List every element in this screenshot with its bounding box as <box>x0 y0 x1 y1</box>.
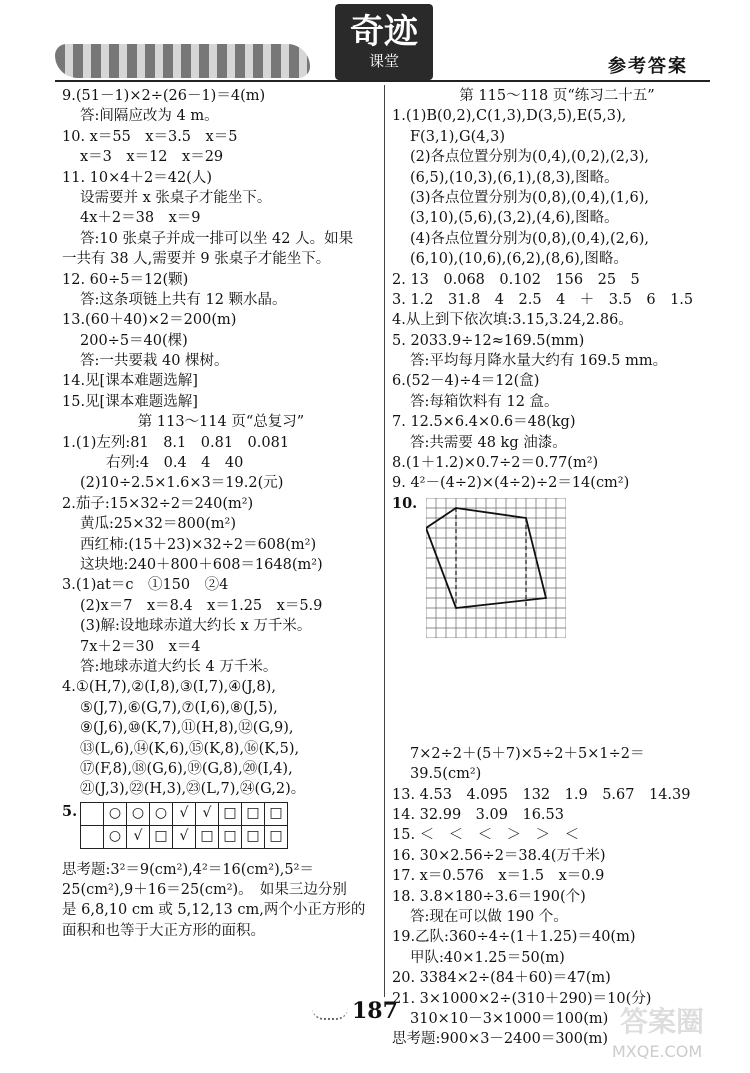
answer-line: 14.见[课本难题选解] <box>62 373 198 390</box>
answer-line: 这块地:240＋800＋608＝1648(m²) <box>80 556 323 573</box>
answer-line: 10. x＝55 x＝3.5 x＝5 <box>62 128 238 145</box>
table-cell: ○ <box>104 802 127 825</box>
table-cell: □ <box>196 825 219 848</box>
table-cell: □ <box>219 802 242 825</box>
answer-line: 7. 12.5×6.4×0.6＝48(kg) <box>392 414 576 431</box>
answer-line: 答:这条项链上共有 12 颗水晶。 <box>80 291 287 308</box>
answer-line: 答:现在可以做 190 个。 <box>410 908 568 925</box>
answer-line: ⑰(F,8),⑱(G,6),⑲(G,8),⑳(I,4), <box>80 760 293 777</box>
answer-line: 面积和也等于大正方形的面积。 <box>62 922 265 939</box>
answer-line: 黄瓜:25×32＝800(m²) <box>80 516 236 533</box>
answer-line: 答:地球赤道大约长 4 万千米。 <box>80 658 278 675</box>
grid-polygon-figure <box>426 498 566 638</box>
answer-line: F(3,1),G(4,3) <box>410 128 506 145</box>
answer-line: 答:共需要 48 kg 油漆。 <box>410 434 567 451</box>
answer-line: 3. 1.2 31.8 4 2.5 4 ＋ 3.5 6 1.5 <box>392 291 694 308</box>
watermark: 答案圈 <box>620 1005 705 1038</box>
section-heading: 第 113～114 页“总复习” <box>137 414 305 431</box>
answer-line: 15. ＜ ＜ ＜ ＞ ＞ ＜ <box>392 827 580 844</box>
answer-line: 1.(1)左列:81 8.1 0.81 0.081 <box>62 434 290 451</box>
answer-line: 310×10－3×1000＝100(m) <box>410 1010 609 1027</box>
q10-label: 10. <box>392 494 418 512</box>
answer-line: 9. 4²－(4÷2)×(4÷2)÷2＝14(cm²) <box>392 475 630 492</box>
answer-line: 2. 13 0.068 0.102 156 25 5 <box>392 271 640 288</box>
table-cell: ○ <box>104 825 127 848</box>
table-cell: √ <box>173 802 196 825</box>
answer-line: 18. 3.8×180÷3.6＝190(个) <box>392 888 586 905</box>
table-row <box>81 802 288 825</box>
answer-line: 甲队:40×1.25＝50(m) <box>410 949 565 966</box>
answer-line: ⑤(J,7),⑥(G,7),⑦(I,6),⑧(J,5), <box>80 699 278 716</box>
page-number: 187 <box>352 998 398 1024</box>
answer-line: 4x＋2＝38 x＝9 <box>80 210 201 227</box>
table-cell: √ <box>127 825 150 848</box>
header-title: 参考答案 <box>608 56 688 77</box>
answer-line: 右列:4 0.4 4 40 <box>106 455 244 472</box>
column-divider <box>384 85 385 997</box>
answer-line: 14. 32.99 3.09 16.53 <box>392 806 564 823</box>
answer-line: 25(cm²),9＋16＝25(cm²)。 如果三边分别 <box>62 882 347 899</box>
right-column <box>392 86 722 1050</box>
answer-line: 39.5(cm²) <box>410 766 482 783</box>
answer-line: 答:平均每月降水量大约有 169.5 mm。 <box>410 353 668 370</box>
answer-line: 7×2÷2＋(5＋7)×5÷2＋5×1÷2＝ <box>410 745 645 762</box>
table-cell: ○ <box>127 802 150 825</box>
table-cell <box>81 802 104 825</box>
answer-line: (2)x＝7 x＝8.4 x＝1.25 x＝5.9 <box>80 597 323 614</box>
answer-line: 21. 3×1000×2÷(310＋290)＝10(分) <box>392 990 652 1007</box>
answer-line: x＝3 x＝12 x＝29 <box>80 149 224 166</box>
answer-line: (2)各点位置分别为(0,4),(0,2),(2,3), <box>410 149 649 166</box>
watermark-url: MXQE.COM <box>612 1042 703 1061</box>
answer-line: 20. 3384×2÷(84＋60)＝47(m) <box>392 970 611 987</box>
table-cell: □ <box>265 802 288 825</box>
answer-line: 200÷5＝40(棵) <box>80 332 188 349</box>
logo <box>335 4 433 80</box>
section-heading: 第 115～118 页“练习二十五” <box>459 88 655 104</box>
answer-line: 6.(52－4)÷4＝12(盒) <box>392 373 540 390</box>
answer-line: (4)各点位置分别为(0,8),(0,4),(2,6), <box>410 230 649 247</box>
answer-line: ⑬(L,6),⑭(K,6),⑮(K,8),⑯(K,5), <box>80 740 300 757</box>
table-cell: □ <box>150 825 173 848</box>
answer-line: 13. 4.53 4.095 132 1.9 5.67 14.39 <box>392 786 691 803</box>
answer-line: 4.①(H,7),②(I,8),③(I,7),④(J,8), <box>62 679 276 696</box>
decorative-wave <box>55 44 310 78</box>
answer-line: 3.(1)at＝c ①150 ②4 <box>62 577 229 594</box>
answer-line: (6,5),(10,3),(6,1),(8,3),图略。 <box>410 169 619 186</box>
answer-line: 19.乙队:360÷4÷(1＋1.25)＝40(m) <box>392 929 636 946</box>
answer-line: 4.从上到下依次填:3.15,3.24,2.86。 <box>392 312 633 329</box>
answer-line: 13.(60＋40)×2＝200(m) <box>62 312 237 329</box>
q10-figure-block <box>392 494 722 744</box>
table-cell: √ <box>196 802 219 825</box>
answer-line: 思考题:3²＝9(cm²),4²＝16(cm²),5²＝ <box>62 861 314 878</box>
answer-line: 设需要并 x 张桌子才能坐下。 <box>80 189 272 206</box>
answer-line: 11. 10×4＋2＝42(人) <box>62 169 212 186</box>
table-cell <box>81 825 104 848</box>
table-cell: ○ <box>150 802 173 825</box>
header-rule <box>55 80 710 82</box>
answer-line: 西红柿:(15＋23)×32÷2＝608(m²) <box>80 536 317 553</box>
answer-line: 答:10 张桌子并成一排可以坐 42 人。如果 <box>80 230 354 247</box>
answer-line: ㉑(J,3),㉒(H,3),㉓(L,7),㉔(G,2)。 <box>80 781 306 798</box>
table-cell: □ <box>242 825 265 848</box>
answer-line: 5. 2033.9÷12≈169.5(mm) <box>392 332 585 349</box>
answer-line: 15.见[课本难题选解] <box>62 393 198 410</box>
answer-line: 8.(1＋1.2)×0.7÷2＝0.77(m²) <box>392 455 599 472</box>
q5-table <box>80 802 288 849</box>
answer-line: 1.(1)B(0,2),C(1,3),D(3,5),E(5,3), <box>392 108 627 125</box>
answer-line: 9.(51－1)×2÷(26－1)＝4(m) <box>62 88 266 104</box>
footer-ornament <box>312 1004 348 1020</box>
table-cell: □ <box>242 802 265 825</box>
answer-line: 2.茄子:15×32÷2＝240(m²) <box>62 495 254 512</box>
answer-line: 一共有 38 人,需要并 9 张桌子才能坐下。 <box>62 251 331 268</box>
answer-line: 答:间隔应改为 4 m。 <box>80 108 219 125</box>
page-header <box>0 0 750 84</box>
answer-line: 答:每箱饮料有 12 盒。 <box>410 393 559 410</box>
answer-line: 17. x＝0.576 x＝1.5 x＝0.9 <box>392 868 605 885</box>
logo-title: 奇迹 <box>350 11 418 52</box>
table-cell: □ <box>219 825 242 848</box>
answer-line: 是 6,8,10 cm 或 5,12,13 cm,两个小正方形的 <box>62 902 366 919</box>
q5-table-block <box>62 802 380 860</box>
table-cell: □ <box>265 825 288 848</box>
answer-line: (3,10),(5,6),(3,2),(4,6),图略。 <box>410 210 619 227</box>
answer-line: (3)解:设地球赤道大约长 x 万千米。 <box>80 618 312 635</box>
answer-line: (6,10),(10,6),(6,2),(8,6),图略。 <box>410 251 628 268</box>
answer-line: (3)各点位置分别为(0,8),(0,4),(1,6), <box>410 189 649 206</box>
answer-line: 12. 60÷5＝12(颗) <box>62 271 189 288</box>
answer-line: 7x＋2＝30 x＝4 <box>80 638 201 655</box>
left-column <box>62 86 380 941</box>
logo-subtitle: 课堂 <box>368 51 399 70</box>
q5-label: 5. <box>62 802 78 820</box>
answer-line: 思考题:900×3－2400＝300(m) <box>392 1031 609 1048</box>
answer-line: ⑨(J,6),⑩(K,7),⑪(H,8),⑫(G,9), <box>80 720 294 737</box>
answer-line: (2)10÷2.5×1.6×3＝19.2(元) <box>80 475 284 492</box>
table-row <box>81 825 288 848</box>
answer-line: 答:一共要栽 40 棵树。 <box>80 353 229 370</box>
answer-line: 16. 30×2.56÷2＝38.4(万千米) <box>392 847 606 864</box>
table-cell: √ <box>173 825 196 848</box>
